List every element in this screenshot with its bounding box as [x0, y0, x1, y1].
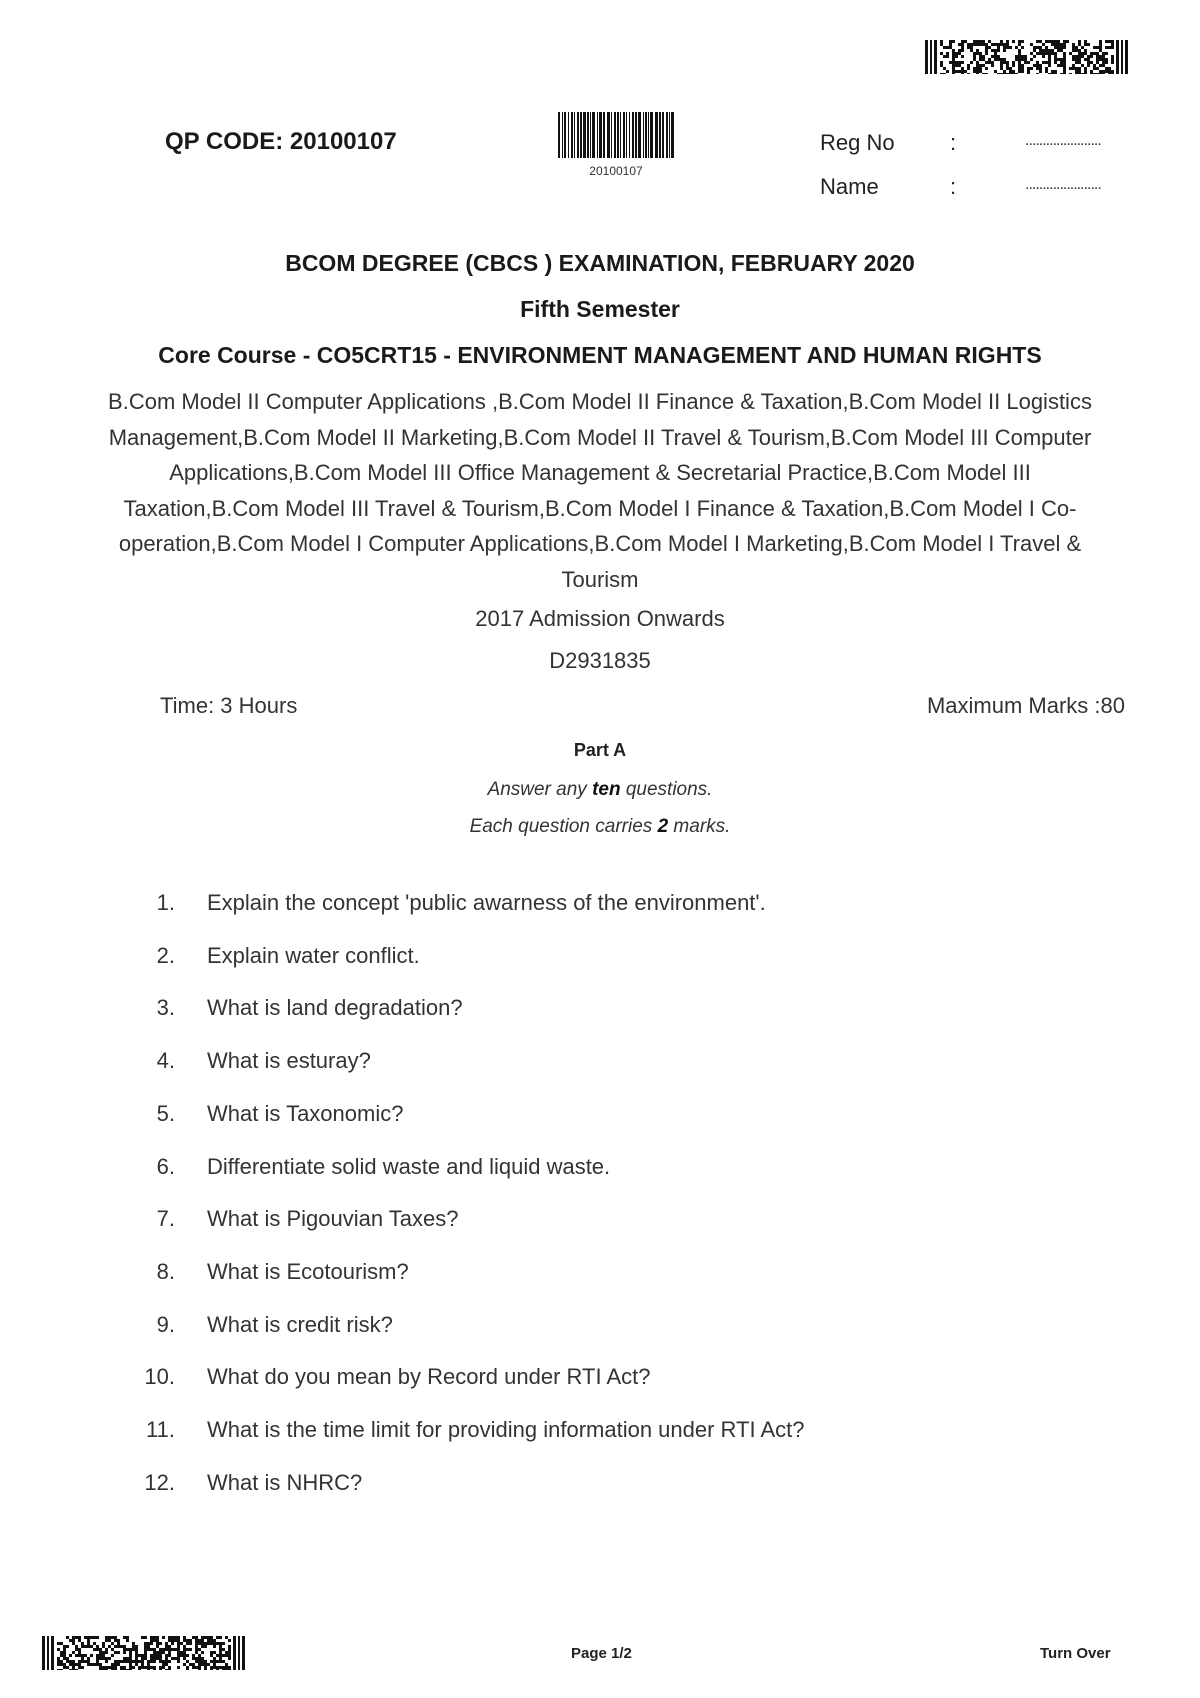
- part-a-title: Part A: [573, 740, 627, 760]
- question-text: What is Pigouvian Taxes?: [207, 1206, 459, 1232]
- top-right-barcode: [925, 40, 1129, 74]
- reg-no-label: Reg No: [820, 130, 895, 155]
- question-text: What is the time limit for providing information under RTI Act?: [207, 1417, 805, 1442]
- question-number: 8.: [156, 1258, 175, 1284]
- qp-barcode-bars: [556, 112, 676, 158]
- maximum-marks: Maximum Marks :80: [926, 693, 1125, 718]
- qp-code: QP CODE: 20100107: [165, 128, 397, 155]
- question-number: 10.: [144, 1364, 175, 1390]
- question-code: D2931835: [549, 648, 651, 673]
- question-text: What is NHRC?: [207, 1469, 363, 1495]
- question-number: 1.: [156, 890, 175, 915]
- exam-duration: Time: 3 Hours: [160, 693, 298, 718]
- reg-no-colon: :: [950, 130, 957, 155]
- turn-over: Turn Over: [1040, 1645, 1111, 1662]
- question-text: Differentiate solid waste and liquid waste.: [207, 1153, 611, 1179]
- admission-year: 2017 Admission Onwards: [475, 606, 725, 631]
- programmes-list: B.Com Model II Computer Applications ,B.Com Model II Finance & Taxation,B.Com Model II Logistics Management,B.Com Model II Marketing,B.Com Model II Travel & Tourism,B.Com Model III Computer Applications,B.Com Model III Office Management & Secretarial Practice,B.Com Model III Taxation,B.Com Model III Travel & Tourism,B.Com Model I Finance & Taxation,B.Com Model I Co-operation,B.Com Model I Computer Applications,B.Com Model I Marketing,B.Com Model I Travel & Tourism: [108, 389, 1092, 592]
- question-number: 12.: [144, 1469, 175, 1495]
- course-title: Core Course - CO5CRT15 - ENVIRONMENT MANAGEMENT AND HUMAN RIGHTS: [158, 342, 1042, 368]
- exam-title: BCOM DEGREE (CBCS ) EXAMINATION, FEBRUARY 2020: [285, 250, 915, 276]
- instruction-marks: Each question carries 2 marks.: [469, 816, 731, 837]
- question-text: What is credit risk?: [207, 1311, 393, 1337]
- question-number: 9.: [156, 1311, 175, 1337]
- question-number: 4.: [156, 1048, 175, 1074]
- instruction-answer-any: Answer any ten questions.: [487, 779, 713, 800]
- semester: Fifth Semester: [520, 296, 680, 322]
- question-text: What is esturay?: [207, 1048, 371, 1074]
- question-number: 7.: [156, 1206, 175, 1232]
- page-number: Page 1/2: [571, 1645, 632, 1662]
- name-field: ......................: [1025, 176, 1101, 193]
- name-colon: :: [950, 174, 957, 199]
- bottom-left-barcode: [42, 1636, 246, 1670]
- question-number: 3.: [156, 995, 175, 1021]
- qp-barcode-number: 20100107: [589, 164, 643, 178]
- question-text: Explain the concept 'public awarness of the environment'.: [207, 890, 766, 915]
- reg-no-field: ......................: [1025, 132, 1101, 149]
- question-text: Explain water conflict.: [207, 942, 420, 968]
- question-number: 2.: [156, 942, 175, 968]
- question-text: What is land degradation?: [207, 995, 463, 1021]
- question-number: 11.: [146, 1417, 175, 1442]
- qp-barcode: [556, 112, 676, 178]
- question-text: What is Taxonomic?: [207, 1100, 404, 1126]
- question-number: 5.: [156, 1100, 175, 1126]
- name-label: Name: [820, 174, 879, 199]
- question-text: What do you mean by Record under RTI Act?: [207, 1364, 651, 1390]
- question-number: 6.: [156, 1153, 175, 1179]
- question-text: What is Ecotourism?: [207, 1258, 409, 1284]
